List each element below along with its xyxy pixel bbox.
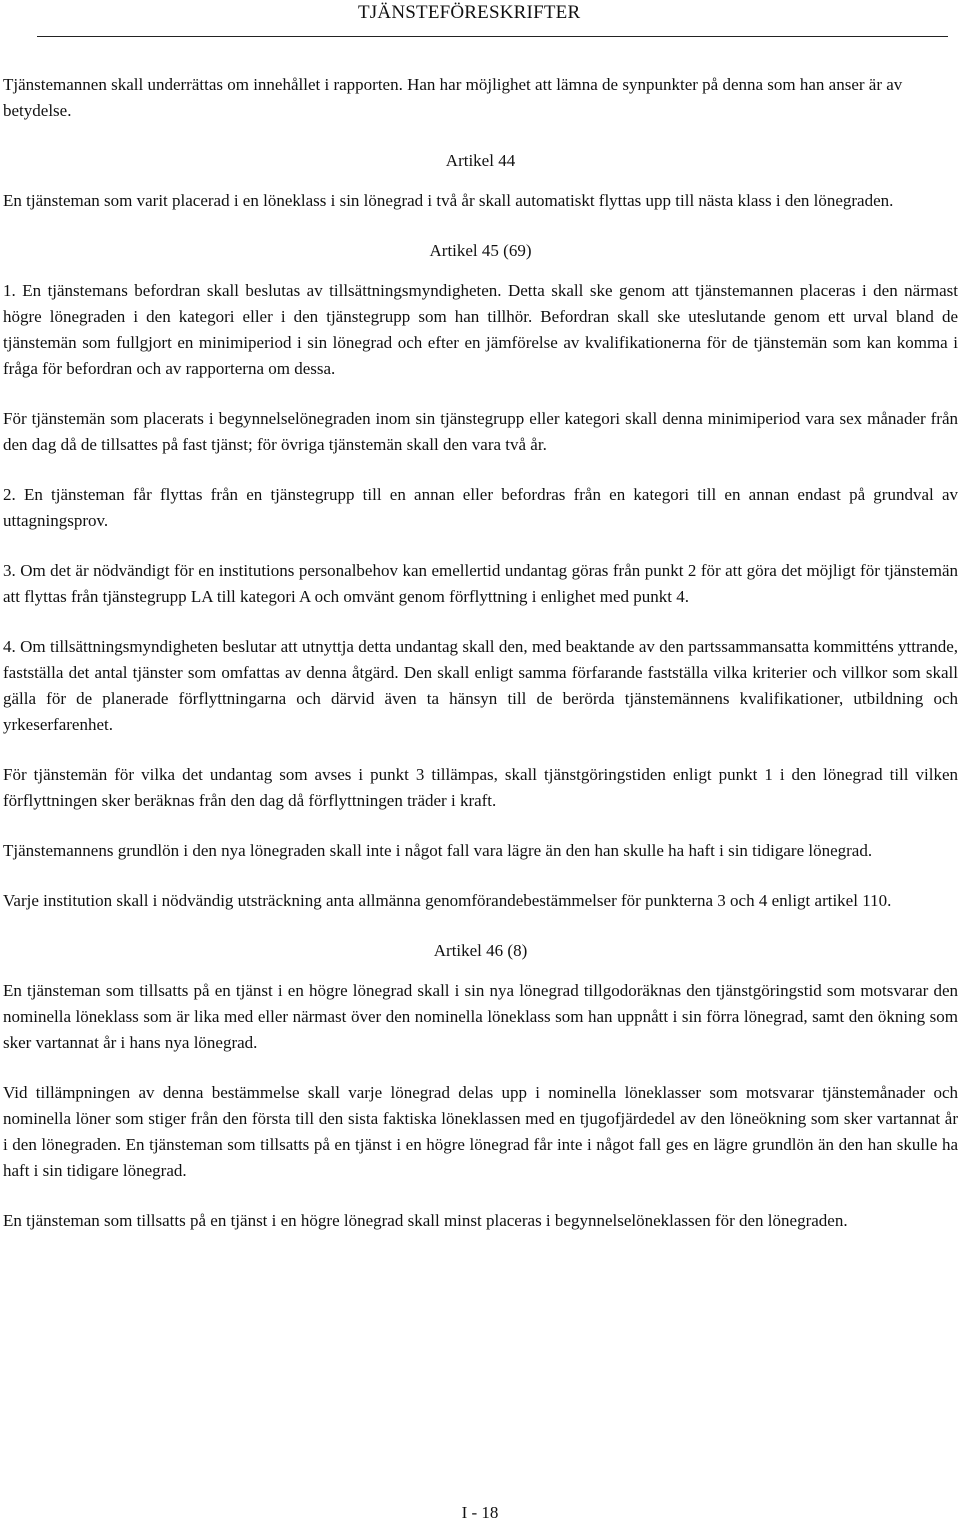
article-45-paragraph-8: Varje institution skall i nödvändig utsträckning anta allmänna genomförandebestämmelser för punkterna 3 och 4 enligt artikel 110. xyxy=(3,891,892,910)
intro-paragraph: Tjänstemannen skall underrättas om innehållet i rapporten. Han har möjlighet att lämna de synpunkter på denna som han anser är av betydelse. xyxy=(3,75,903,120)
article-44-paragraph: En tjänsteman som varit placerad i en löneklass i sin lönegrad i två år skall automatiskt flyttas upp till nästa klass i den lönegraden. xyxy=(3,191,894,210)
page-header xyxy=(0,0,960,40)
article-46-heading: Artikel 46 (8) xyxy=(433,941,528,960)
header-title: TJÄNSTEFÖRESKRIFTER xyxy=(358,2,581,23)
article-46-paragraph-3: En tjänsteman som tillsatts på en tjänst i en högre lönegrad skall minst placeras i begynnelselöneklassen för den lönegraden. xyxy=(3,1211,848,1230)
article-45-paragraph-4: 3. Om det är nödvändigt för en institutions personalbehov kan emellertid undantag göras från punkt 2 för att göra det möjligt för tjänstemän att flyttas från tjänstegrupp LA till kategori A och omvänt genom förflyttning i enlighet med punkt 4. xyxy=(3,561,958,606)
header-divider xyxy=(37,36,948,37)
article-46-paragraph-1: En tjänsteman som tillsatts på en tjänst i en högre lönegrad skall i sin nya lönegrad tillgodoräknas den tjänstgöringstid som motsvarar den nominella löneklass som är lika med eller närmast över den nominella löneklass som han uppnått i sin förra lönegrad, samt den ökning som sker vartannat år i hans nya lönegrad. xyxy=(3,981,958,1052)
article-45-paragraph-6: För tjänstemän för vilka det undantag som avses i punkt 3 tillämpas, skall tjänstgöringstiden enligt punkt 1 i den lönegrad till vilken förflyttningen sker beräknas från den dag då förflyttningen träder i kraft. xyxy=(3,765,958,810)
article-45-paragraph-2: För tjänstemän som placerats i begynnelselönegraden inom sin tjänstegrupp eller kategori skall denna minimiperiod vara sex månader från den dag då de tillsattes på fast tjänst; för övriga tjänstemän skall den vara två år. xyxy=(3,409,958,454)
article-45-paragraph-1: 1. En tjänstemans befordran skall beslutas av tillsättningsmyndigheten. Detta skall ske genom att tjänstemannen placeras i den närmast högre lönegraden i den kategori eller i den tjänstegrupp som han tillhör. Befordran skall ske uteslutande genom ett urval bland de tjänstemän som fullgjort en minimiperiod i sin lönegrad och efter en jämförelse av kvalifikationerna för de tjänstemän som kan komma i fråga för befordran och av rapporterna om dessa. xyxy=(3,281,958,378)
article-44-heading: Artikel 44 xyxy=(445,151,516,170)
article-45-heading: Artikel 45 (69) xyxy=(429,241,532,260)
document-body xyxy=(3,72,958,1258)
article-46-paragraph-2: Vid tillämpningen av denna bestämmelse skall varje lönegrad delas upp i nominella löneklasser som motsvarar tjänstemånader och nominella löner som stiger från den första till den sista faktiska löneklassen med en tjugofjärdedel av den löneökning som sker vartannat år i den lönegraden. En tjänsteman som tillsatts på en tjänst i en högre lönegrad får inte i något fall ges en lägre grundlön än den han skulle ha haft i sin tidigare lönegrad. xyxy=(3,1083,958,1180)
page-number: I - 18 xyxy=(461,1503,499,1522)
article-45-paragraph-7: Tjänstemannens grundlön i den nya lönegraden skall inte i något fall vara lägre än den han skulle ha haft i sin tidigare lönegrad. xyxy=(3,841,873,860)
article-45-paragraph-5: 4. Om tillsättningsmyndigheten beslutar att utnyttja detta undantag skall den, med beaktande av den partssammansatta kommitténs yttrande, fastställa det antal tjänster som omfattas av denna åtgärd. Den skall enligt samma förfarande fastställa vilka kriterier och villkor som skall gälla för de planerade förflyttningarna och därvid även ta hänsyn till de berörda tjänstemännens kvalifikationer, utbildning och yrkeserfarenhet. xyxy=(3,637,958,734)
article-45-paragraph-3: 2. En tjänsteman får flyttas från en tjänstegrupp till en annan eller befordras från en kategori till en annan endast på grundval av uttagningsprov. xyxy=(3,485,958,530)
